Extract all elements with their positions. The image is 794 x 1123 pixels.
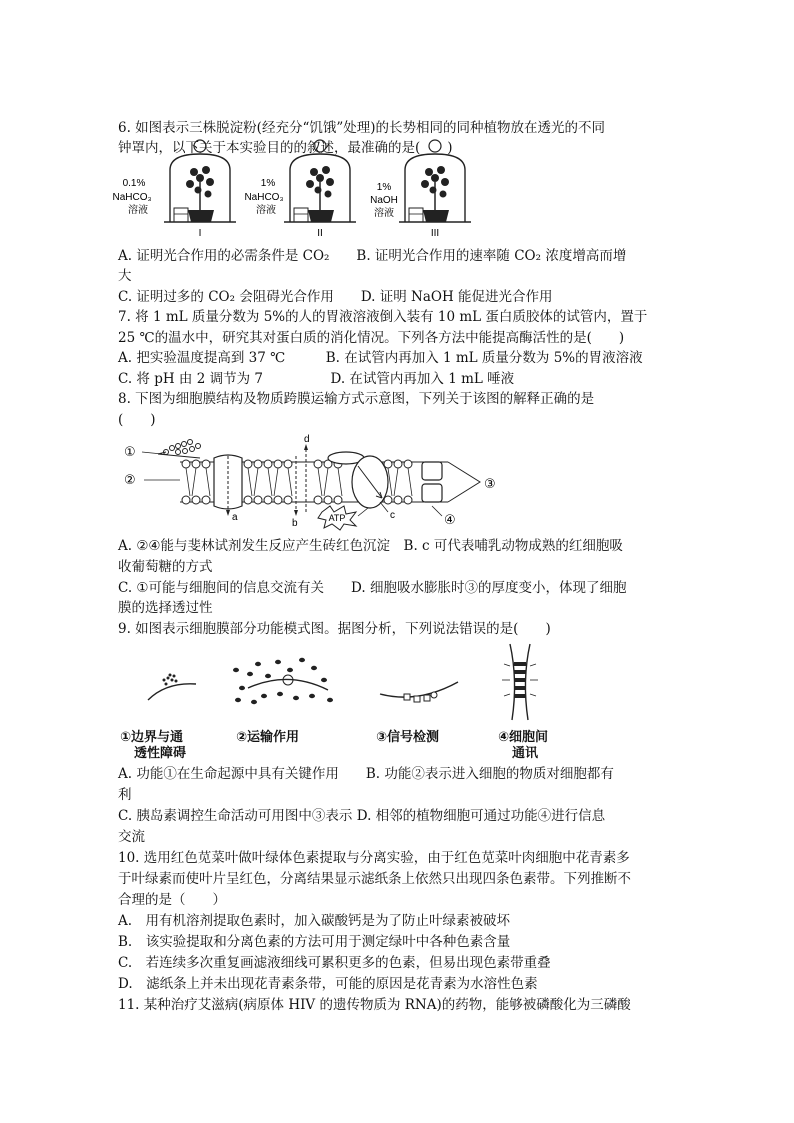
jar-1-label-line-2: NaHCO₃: [112, 192, 152, 203]
q8-option-line-2: 收葡萄糖的方式: [118, 559, 213, 575]
jar-1-roman: I: [198, 228, 202, 239]
solution-beaker: [174, 208, 188, 222]
q9-figure-membrane-functions: [118, 640, 588, 730]
label-circled-2: ②: [124, 472, 136, 487]
jar-2-label-line-1: 1%: [260, 178, 276, 189]
q9-option-line-2: 利: [118, 787, 132, 803]
q10-option-c: C. 若连续多次重复画滤液细线可累积更多的色素，但易出现色素带重叠: [118, 955, 551, 971]
bell-jar-1: [164, 140, 236, 222]
jar-3-label-line-3: 溶液: [374, 208, 394, 219]
jar-3-roman: III: [430, 228, 440, 239]
q10-option-b: B. 该实验提取和分离色素的方法可用于测定绿叶中各种色素含量: [118, 934, 511, 950]
q6-figure-bell-jars: [112, 132, 478, 244]
q10-line-3: 合理的是（ ）: [118, 892, 226, 908]
protein-block-bottom: [422, 484, 442, 502]
label-d: d: [304, 434, 310, 445]
solution-beaker: [409, 208, 423, 222]
jar-1-label-line-1: 0.1%: [122, 178, 146, 189]
q6-option-line-3: C. 证明过多的 CO₂ 会阻碍光合作用 D. 证明 NaOH 能促进光合作用: [118, 289, 553, 305]
q6-stem-line-1: 6. 如图表示三株脱淀粉(经充分“饥饿”处理)的长势相同的同种植物放在透光的不同: [118, 120, 606, 136]
q9-option-line-3: C. 胰岛素调控生命活动可用图中③表示 D. 相邻的植物细胞可通过功能④进行信息: [118, 808, 606, 824]
atp-label: ATP: [328, 513, 346, 523]
caption-1-line-1: ①边界与通: [120, 730, 184, 745]
bell-jar-3: [399, 140, 471, 222]
q7-line-3: A. 把实验温度提高到 37 ℃ B. 在试管内再加入 1 mL 质量分数为 5%的胃液溶液: [118, 350, 643, 366]
caption-4-line-2: 通讯: [512, 746, 539, 761]
q7-line-2: 25 ℃的温水中，研究其对蛋白质的消化情况。下列各方法中能提高酶活性的是( ): [118, 330, 625, 346]
q8-option-line-1: A. ②④能与斐林试剂发生反应产生砖红色沉淀 B. c 可代表哺乳动物成熟的红细胞吸: [118, 538, 623, 554]
panel-boundary: [148, 674, 196, 701]
label-circled-4: ④: [444, 512, 456, 527]
q6-option-line-2: 大: [118, 268, 132, 284]
q10-option-a: A. 用有机溶剂提取色素时，加入碳酸钙是为了防止叶绿素被破坏: [118, 913, 511, 929]
q8-option-line-4: 膜的选择透过性: [118, 600, 213, 616]
q9-stem: 9. 如图表示细胞膜部分功能模式图。据图分析，下列说法错误的是( ): [118, 621, 551, 637]
label-a: a: [232, 512, 238, 523]
q8-stem-line-1: 8. 下图为细胞膜结构及物质跨膜运输方式示意图，下列关于该图的解释正确的是: [118, 391, 595, 407]
q8-stem-line-2: ( ): [118, 412, 156, 428]
q6-option-line-1: A. 证明光合作用的必需条件是 CO₂ B. 证明光合作用的速率随 CO₂ 浓度增高而增: [118, 248, 627, 264]
caption-1-line-2: 透性障碍: [134, 746, 187, 761]
q10-option-d: D. 滤纸条上并未出现花青素条带，可能的原因是花青素为水溶性色素: [118, 976, 538, 992]
jar-2-label-line-3: 溶液: [256, 205, 276, 216]
q7-line-4: C. 将 pH 由 2 调节为 7 D. 在试管内再加入 1 mL 唾液: [118, 371, 515, 387]
jar-3-label-line-2: NaOH: [370, 195, 398, 206]
panel-cell-communication: [502, 644, 538, 720]
protein-block-top: [422, 462, 442, 480]
panel-transport: [233, 658, 333, 704]
q9-option-line-4: 交流: [118, 829, 145, 845]
jar-2-roman: II: [317, 228, 323, 239]
label-c: c: [390, 510, 395, 521]
q9-caption-2: [236, 730, 299, 746]
panel-signal-detection: [380, 682, 458, 702]
solution-beaker: [294, 208, 308, 222]
label-b: b: [292, 518, 298, 529]
label-circled-1: ①: [124, 444, 136, 459]
q10-line-2: 于叶绿素而使叶片呈红色，分离结果显示滤纸条上依然只出现四条色素带。下列推断不: [118, 871, 631, 887]
q8-figure-cell-membrane: [118, 432, 508, 532]
q6-stem-line-2: 钟罩内，以下关于本实验目的的叙述，最准确的是( ): [118, 140, 453, 156]
q8-option-line-3: C. ①可能与细胞间的信息交流有关 D. 细胞吸水膨胀时③的厚度变小，体现了细胞: [118, 580, 627, 596]
flower-pot: [308, 210, 334, 222]
flower-pot: [188, 210, 214, 222]
q9-caption-3: [376, 730, 439, 746]
q9-option-line-1: A. 功能①在生命起源中具有关键作用 B. 功能②表示进入细胞的物质对细胞都有: [118, 766, 614, 782]
q7-line-1: 7. 将 1 mL 质量分数为 5%的人的胃液溶液倒入装有 10 mL 蛋白质胶体的试管内，置于: [118, 309, 648, 325]
jar-2-label-line-2: NaHCO₃: [244, 192, 284, 203]
q11-line-1: 11. 某种治疗艾滋病(病原体 HIV 的遗传物质为 RNA)的药物，能够被磷酸化为三磷酸: [118, 997, 631, 1013]
caption-2-line-1: ②运输作用: [236, 730, 300, 745]
label-circled-3: ③: [484, 476, 496, 491]
q10-line-1: 10. 选用红色苋菜叶做叶绿体色素提取与分离实验，由于红色苋菜叶肉细胞中花青素多: [118, 850, 630, 866]
caption-3-line-1: ③信号检测: [376, 730, 440, 745]
bell-jar-2: [284, 140, 356, 222]
q9-caption-4: [498, 730, 548, 762]
q9-caption-1: [120, 730, 186, 762]
flower-pot: [423, 210, 449, 222]
jar-knob: [194, 140, 206, 152]
glycoprotein-chain: [158, 440, 201, 459]
caption-4-line-1: ④细胞间: [498, 730, 549, 745]
jar-knob: [429, 140, 441, 152]
jar-3-label-line-1: 1%: [376, 182, 392, 193]
jar-knob: [314, 140, 326, 152]
jar-1-label-line-3: 溶液: [128, 205, 148, 216]
